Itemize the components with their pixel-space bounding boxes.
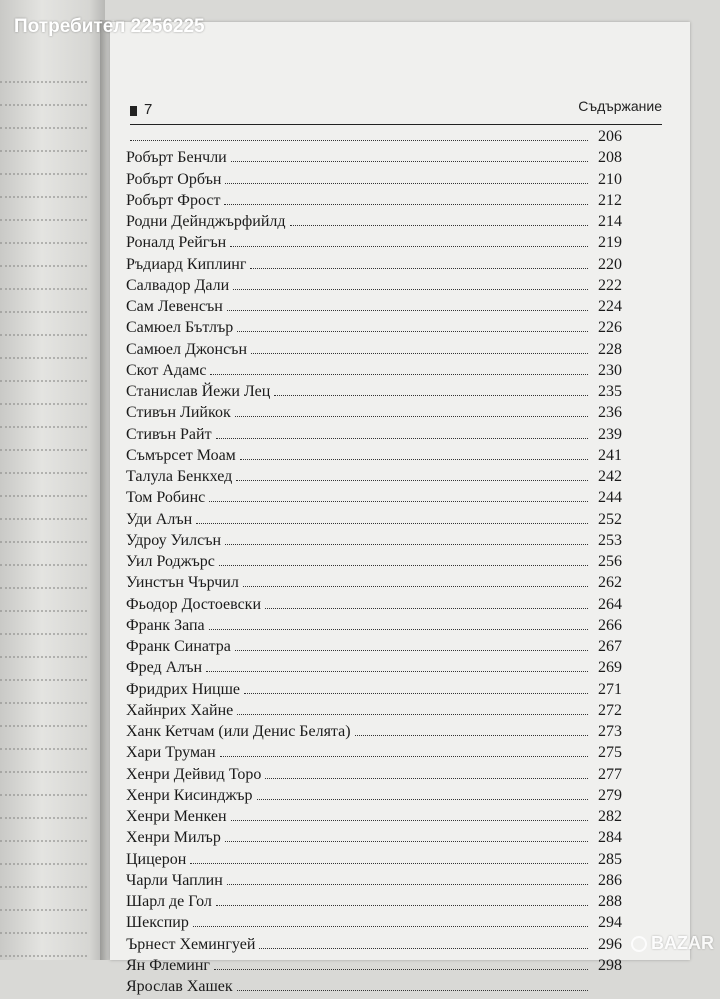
toc-entry-page: 282 <box>598 808 622 825</box>
toc-entry <box>126 936 622 957</box>
left-page-line <box>0 198 87 221</box>
dot-leader <box>231 820 589 821</box>
dot-leader <box>216 905 588 906</box>
toc-entry <box>126 298 622 319</box>
toc-entry <box>126 171 622 192</box>
toc-entry <box>126 447 622 468</box>
toc-entry-page: 228 <box>598 340 622 358</box>
toc-entry-name: Ърнест Хемингуей <box>126 935 256 953</box>
toc-entry-name: Самюел Бътлър <box>126 319 234 337</box>
toc-entry <box>126 511 622 532</box>
toc-entry-name: Хенри Милър <box>126 829 221 847</box>
toc-entry-name: Салвадор Дали <box>126 276 230 294</box>
dot-leader <box>265 778 588 779</box>
toc-entry <box>126 829 622 850</box>
dot-leader <box>236 480 588 481</box>
toc-entry-name: Съмърсет Моам <box>126 446 236 464</box>
left-page-line <box>0 60 87 83</box>
toc-entry-name: Стивън Райт <box>126 425 212 443</box>
dot-leader <box>230 246 588 247</box>
dot-leader <box>227 884 588 885</box>
dot-leader <box>290 225 588 226</box>
toc-entry <box>126 192 622 213</box>
toc-entry-name: Уил Роджърс <box>126 553 215 570</box>
toc-entry-name: Хари Труман <box>126 744 216 762</box>
dot-leader <box>214 969 588 970</box>
toc-entry-page: 239 <box>598 425 622 443</box>
toc-entry-name: Франк Запа <box>126 616 205 634</box>
toc-entry-name: Робърт Фрост <box>126 191 221 209</box>
toc-entry-page: 267 <box>598 638 622 655</box>
dot-leader <box>219 565 588 566</box>
dot-leader <box>259 948 588 949</box>
left-page-line <box>0 796 87 819</box>
left-page-line <box>0 704 87 727</box>
toc-entry <box>126 596 622 617</box>
left-page-line <box>0 267 87 290</box>
toc-entry-page: 286 <box>598 871 622 889</box>
left-page-line <box>0 175 87 198</box>
dot-leader <box>257 799 589 800</box>
toc-entry-page: 284 <box>598 829 622 847</box>
toc-entry <box>126 532 622 553</box>
left-page-line <box>0 290 87 313</box>
dot-leader <box>227 310 588 311</box>
toc-entry-page: 210 <box>598 170 622 188</box>
left-page-line <box>0 244 87 267</box>
toc-entry-page: 235 <box>598 383 622 400</box>
toc-entry-page: 272 <box>598 701 622 719</box>
left-page-line <box>0 83 87 106</box>
left-page-line <box>0 543 87 566</box>
toc-entry-page: 279 <box>598 786 622 804</box>
dot-leader <box>237 714 588 715</box>
toc-entry <box>126 341 622 362</box>
dot-leader <box>244 693 588 694</box>
dot-leader <box>225 544 588 545</box>
left-page-line <box>0 497 87 520</box>
dot-leader <box>243 586 588 587</box>
toc-entry-page: 288 <box>598 893 622 910</box>
toc-entry-page: 208 <box>598 149 622 167</box>
dot-leader <box>274 395 588 396</box>
dot-leader <box>193 926 588 927</box>
toc-entry-page: 241 <box>598 446 622 464</box>
toc-entry-page: 271 <box>598 680 622 698</box>
toc-entry <box>126 213 622 234</box>
dot-leader <box>231 161 588 162</box>
toc-entry-name: Фридрих Ницше <box>126 680 241 698</box>
dot-leader <box>235 416 588 417</box>
dot-leader <box>130 140 588 141</box>
toc-entry-name: Удроу Уилсън <box>126 531 222 549</box>
dot-leader <box>251 353 588 354</box>
header-square-marker <box>130 106 137 116</box>
toc-entry-page: 275 <box>598 744 622 762</box>
toc-entry-page: 230 <box>598 361 622 379</box>
toc-entry-page: 222 <box>598 276 622 294</box>
dot-leader <box>240 459 588 460</box>
left-page-line <box>0 727 87 750</box>
toc-entry-name: Самюел Джонсън <box>126 340 248 358</box>
left-page-line <box>0 405 87 428</box>
toc-entry <box>126 766 622 787</box>
toc-entry-name: Франк Синатра <box>126 638 231 655</box>
toc-entry-page: 264 <box>598 595 622 613</box>
toc-entry <box>126 851 622 872</box>
toc-entry-page: 220 <box>598 255 622 273</box>
toc-entry-name: Ян Флеминг <box>126 956 210 974</box>
toc-entry-page: 252 <box>598 510 622 528</box>
toc-entry <box>126 553 622 574</box>
left-page-line <box>0 681 87 704</box>
toc-entry-name: Ханк Кетчам (или Денис Белята) <box>126 723 351 740</box>
dot-leader <box>224 204 588 205</box>
toc-entry-page: 294 <box>598 914 622 932</box>
left-page-line <box>0 313 87 336</box>
toc-entry-name: Шарл де Гол <box>126 893 212 910</box>
toc-entry-name: Робърт Орбън <box>126 170 222 188</box>
left-page-line <box>0 658 87 681</box>
left-page-line <box>0 566 87 589</box>
dot-leader <box>196 523 588 524</box>
toc-entry-page: 273 <box>598 723 622 740</box>
toc-entry <box>126 638 622 659</box>
left-page-line <box>0 106 87 129</box>
dot-leader <box>190 863 588 864</box>
toc-entry-name: Скот Адамс <box>126 361 207 379</box>
toc-entry-name: Робърт Бенчли <box>126 149 227 167</box>
left-page-line <box>0 934 87 957</box>
toc-entry <box>126 723 622 744</box>
toc-entry-page: 266 <box>598 616 622 634</box>
dot-leader <box>235 650 588 651</box>
toc-entry-page: 212 <box>598 191 622 209</box>
toc-entry-page: 269 <box>598 659 622 677</box>
left-page-line <box>0 842 87 865</box>
toc-entry-name: Том Робинс <box>126 489 206 507</box>
toc-entry-page: 298 <box>598 956 622 974</box>
toc-entry-page: 219 <box>598 234 622 252</box>
left-page-line <box>0 865 87 888</box>
toc-entry <box>126 893 622 914</box>
left-page-line <box>0 129 87 152</box>
toc-entry <box>126 362 622 383</box>
left-page-line <box>0 359 87 382</box>
user-watermark: Потребител 2256225 <box>14 16 205 37</box>
toc-entry-page: 236 <box>598 404 622 422</box>
tag-icon <box>631 936 647 952</box>
dot-leader <box>220 756 588 757</box>
toc-entry <box>126 426 622 447</box>
toc-entry-name: Чарли Чаплин <box>126 871 223 889</box>
toc-entry <box>126 681 622 702</box>
toc-entry <box>126 702 622 723</box>
toc-entry <box>126 617 622 638</box>
page-header <box>130 98 662 125</box>
toc-entry <box>126 404 622 425</box>
table-of-contents <box>126 128 622 999</box>
toc-entry-page: 244 <box>598 489 622 507</box>
toc-entry-name: Хенри Дейвид Торо <box>126 765 262 783</box>
toc-entry-name: Хайнрих Хайне <box>126 701 234 719</box>
toc-entry-page: 253 <box>598 531 622 549</box>
dot-leader <box>237 331 588 332</box>
dot-leader <box>209 501 588 502</box>
toc-entry-page: 226 <box>598 319 622 337</box>
left-page-line <box>0 152 87 175</box>
toc-entry-page: 206 <box>598 128 622 145</box>
toc-entry <box>126 744 622 765</box>
toc-entry-name: Фьодор Достоевски <box>126 595 262 613</box>
dot-leader <box>250 268 588 269</box>
bazar-logo <box>631 933 714 954</box>
toc-entry-page: 224 <box>598 298 622 315</box>
toc-entry <box>126 659 622 680</box>
toc-entry <box>126 149 622 170</box>
toc-entry <box>126 914 622 935</box>
left-page-line <box>0 589 87 612</box>
toc-entry-name: Ярослав Хашек <box>126 978 233 995</box>
toc-entry-name: Сам Левенсън <box>126 298 223 315</box>
left-page-line <box>0 221 87 244</box>
page-number: 7 <box>144 101 153 118</box>
dot-leader <box>206 671 588 672</box>
toc-entry <box>126 256 622 277</box>
left-page-edge <box>0 0 105 960</box>
left-page-line <box>0 635 87 658</box>
toc-entry-page: 296 <box>598 935 622 953</box>
toc-entry <box>126 808 622 829</box>
toc-entry-name: Роналд Рейгън <box>126 234 227 252</box>
contents-page <box>110 22 690 995</box>
dot-leader <box>225 183 588 184</box>
toc-entry-name: Талула Бенкхед <box>126 468 233 485</box>
left-page-line <box>0 773 87 796</box>
toc-entry-page: 277 <box>598 765 622 783</box>
toc-entry <box>126 319 622 340</box>
toc-entry-name: Стивън Лийкок <box>126 404 231 422</box>
toc-entry <box>126 277 622 298</box>
section-title: Съдържание <box>578 98 662 114</box>
toc-entry-page: 214 <box>598 213 622 230</box>
left-page-line <box>0 911 87 934</box>
toc-entry <box>126 787 622 808</box>
toc-entry <box>126 383 622 404</box>
toc-entry-page: 262 <box>598 574 622 592</box>
dot-leader <box>216 438 588 439</box>
toc-entry <box>126 489 622 510</box>
left-page-line <box>0 612 87 635</box>
toc-entry-page: 256 <box>598 553 622 570</box>
toc-entry-name: Хенри Менкен <box>126 808 227 825</box>
left-page-line <box>0 451 87 474</box>
toc-entry <box>126 872 622 893</box>
dot-leader <box>233 289 588 290</box>
left-page-line <box>0 336 87 359</box>
toc-entry <box>126 128 622 149</box>
toc-entry-name: Цицерон <box>126 850 187 868</box>
left-page-line <box>0 819 87 842</box>
left-page-line <box>0 520 87 543</box>
dot-leader <box>225 841 588 842</box>
toc-entry-page: 285 <box>598 850 622 868</box>
toc-entry-name: Уинстън Чърчил <box>126 574 239 592</box>
logo-text: BAZAR <box>651 933 714 953</box>
toc-entry <box>126 978 622 999</box>
dot-leader <box>209 629 588 630</box>
toc-entry-name: Станислав Йежи Лец <box>126 383 271 400</box>
toc-entry-name: Ръдиард Киплинг <box>126 255 247 273</box>
left-page-line <box>0 474 87 497</box>
left-page-line <box>0 750 87 773</box>
dot-leader <box>265 608 588 609</box>
left-page-line <box>0 888 87 911</box>
toc-entry-name: Шекспир <box>126 914 189 932</box>
left-page-dotted-lines <box>0 60 95 960</box>
toc-entry-page: 242 <box>598 468 622 485</box>
toc-entry <box>126 234 622 255</box>
toc-entry <box>126 574 622 595</box>
toc-entry-name: Хенри Кисинджър <box>126 786 253 804</box>
toc-entry-name: Родни Дейнджърфийлд <box>126 213 286 230</box>
toc-entry-name: Уди Алън <box>126 510 193 528</box>
toc-entry-name: Фред Алън <box>126 659 203 677</box>
toc-entry <box>126 468 622 489</box>
left-page-line <box>0 382 87 405</box>
dot-leader <box>237 990 588 991</box>
dot-leader <box>355 735 588 736</box>
left-page-line <box>0 428 87 451</box>
dot-leader <box>210 374 588 375</box>
